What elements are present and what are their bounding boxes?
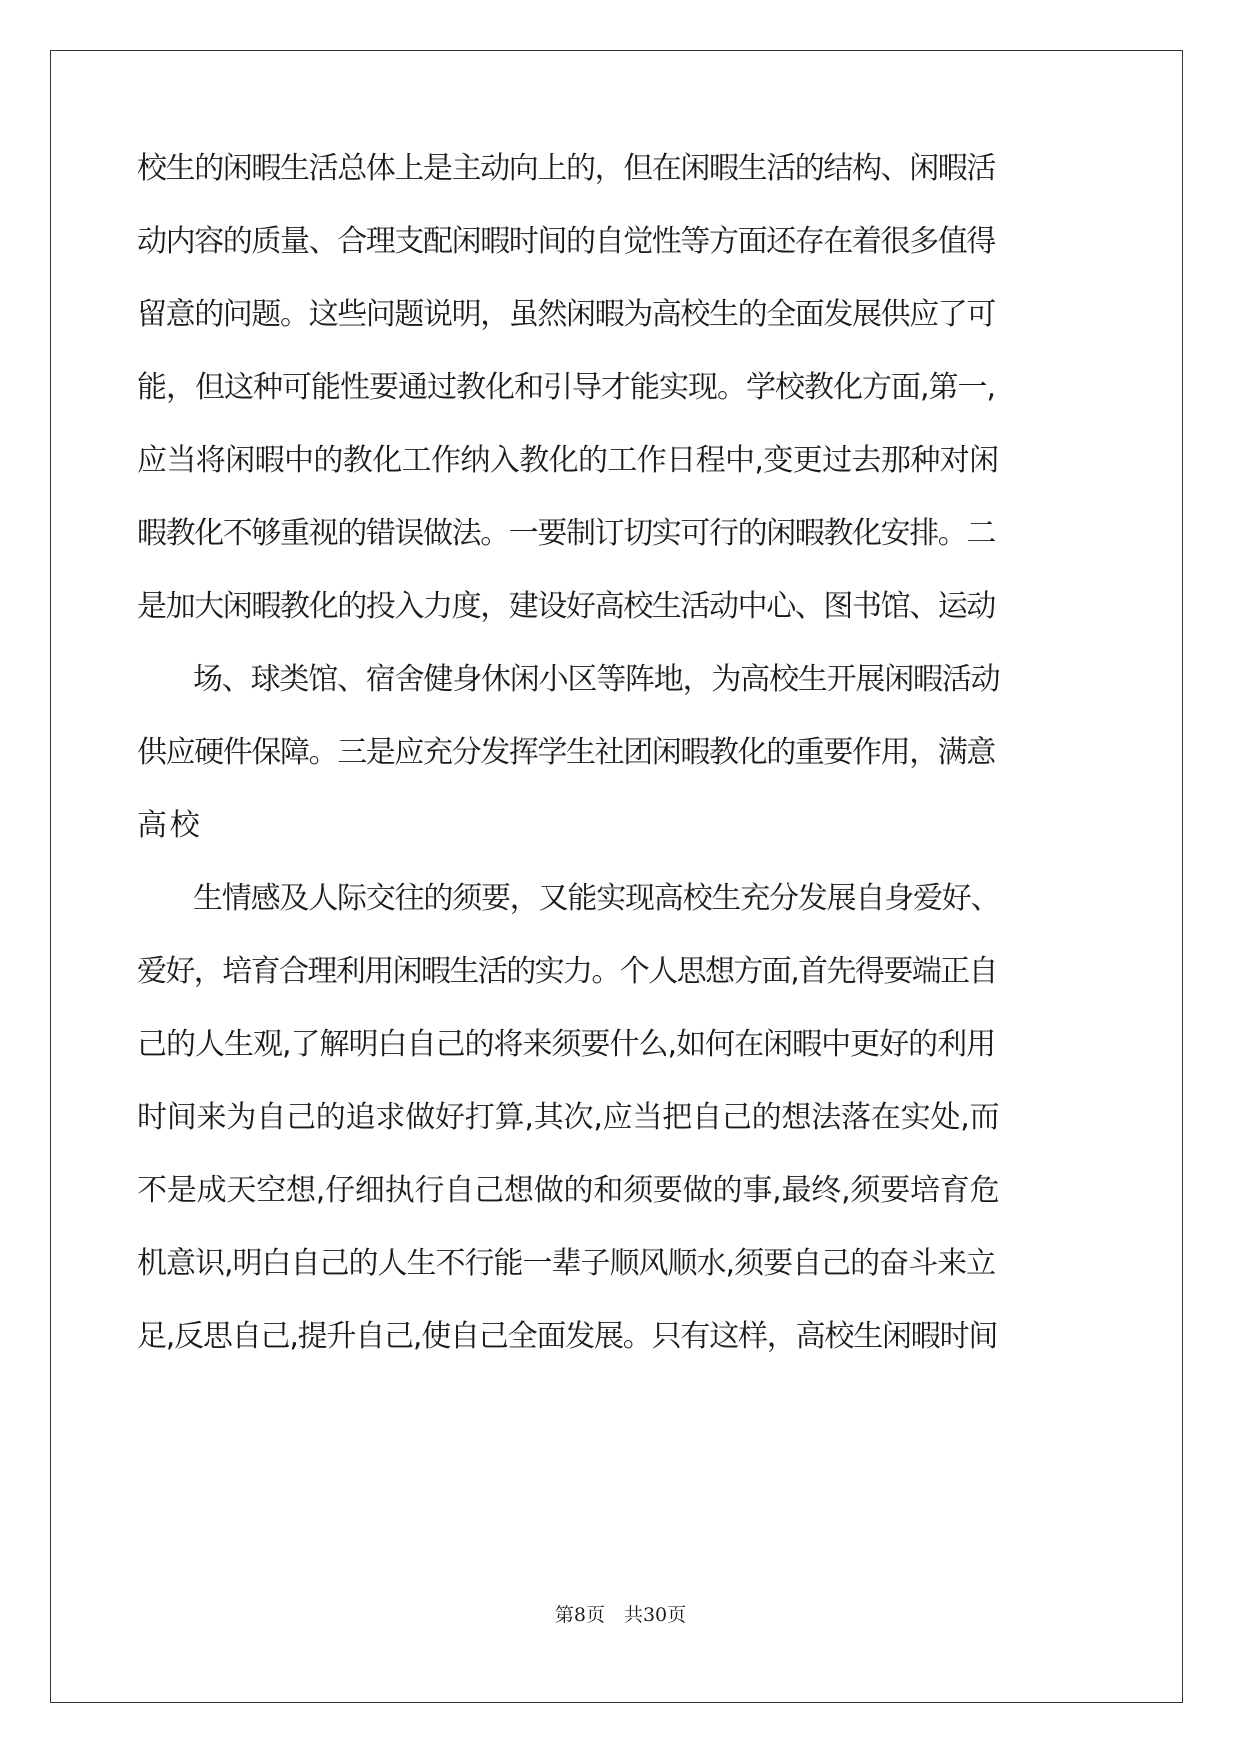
- page-number-footer: 第8页 共30页: [554, 1604, 687, 1626]
- text-line-15: 不是成天空想,仔细执行自己想做的和须要做的事,最终,须要培育危: [137, 1173, 1000, 1208]
- text-line-9: 供应硬件保障。三是应充分发挥学生社团闲暇教化的重要作用，满意: [137, 735, 995, 770]
- text-line-5: 应当将闲暇中的教化工作纳入教化的工作日程中,变更过去那种对闲: [137, 443, 999, 478]
- text-line-8: 场、球类馆、宿舍健身休闲小区等阵地，为高校生开展闲暇活动: [193, 662, 1000, 697]
- text-line-4: 能，但这种可能性要通过教化和引导才能实现。学校教化方面,第一,: [137, 370, 996, 405]
- text-line-10: 高校: [137, 808, 203, 843]
- text-line-2: 动内容的质量、合理支配闲暇时间的自觉性等方面还存在着很多值得: [137, 224, 995, 259]
- text-line-17: 足,反思自己,提升自己,使自己全面发展。只有这样，高校生闲暇时间: [137, 1319, 998, 1354]
- text-line-11: 生情感及人际交往的须要，又能实现高校生充分发展自身爱好、: [193, 881, 1000, 916]
- text-line-16: 机意识,明白自己的人生不行能一辈子顺风顺水,须要自己的奋斗来立: [137, 1246, 996, 1281]
- text-line-1: 校生的闲暇生活总体上是主动向上的，但在闲暇生活的结构、闲暇活: [137, 151, 995, 186]
- text-line-12: 爱好，培育合理利用闲暇生活的实力。个人思想方面,首先得要端正自: [137, 954, 997, 989]
- text-line-7: 是加大闲暇教化的投入力度，建设好高校生活动中心、图书馆、运动: [137, 589, 995, 624]
- text-line-14: 时间来为自己的追求做好打算,其次,应当把自己的想法落在实处,而: [137, 1100, 1000, 1135]
- text-line-13: 己的人生观,了解明白自己的将来须要什么,如何在闲暇中更好的利用: [137, 1027, 996, 1062]
- text-line-3: 留意的问题。这些问题说明，虽然闲暇为高校生的全面发展供应了可: [137, 297, 995, 332]
- text-line-6: 暇教化不够重视的错误做法。一要制订切实可行的闲暇教化安排。二: [137, 516, 995, 551]
